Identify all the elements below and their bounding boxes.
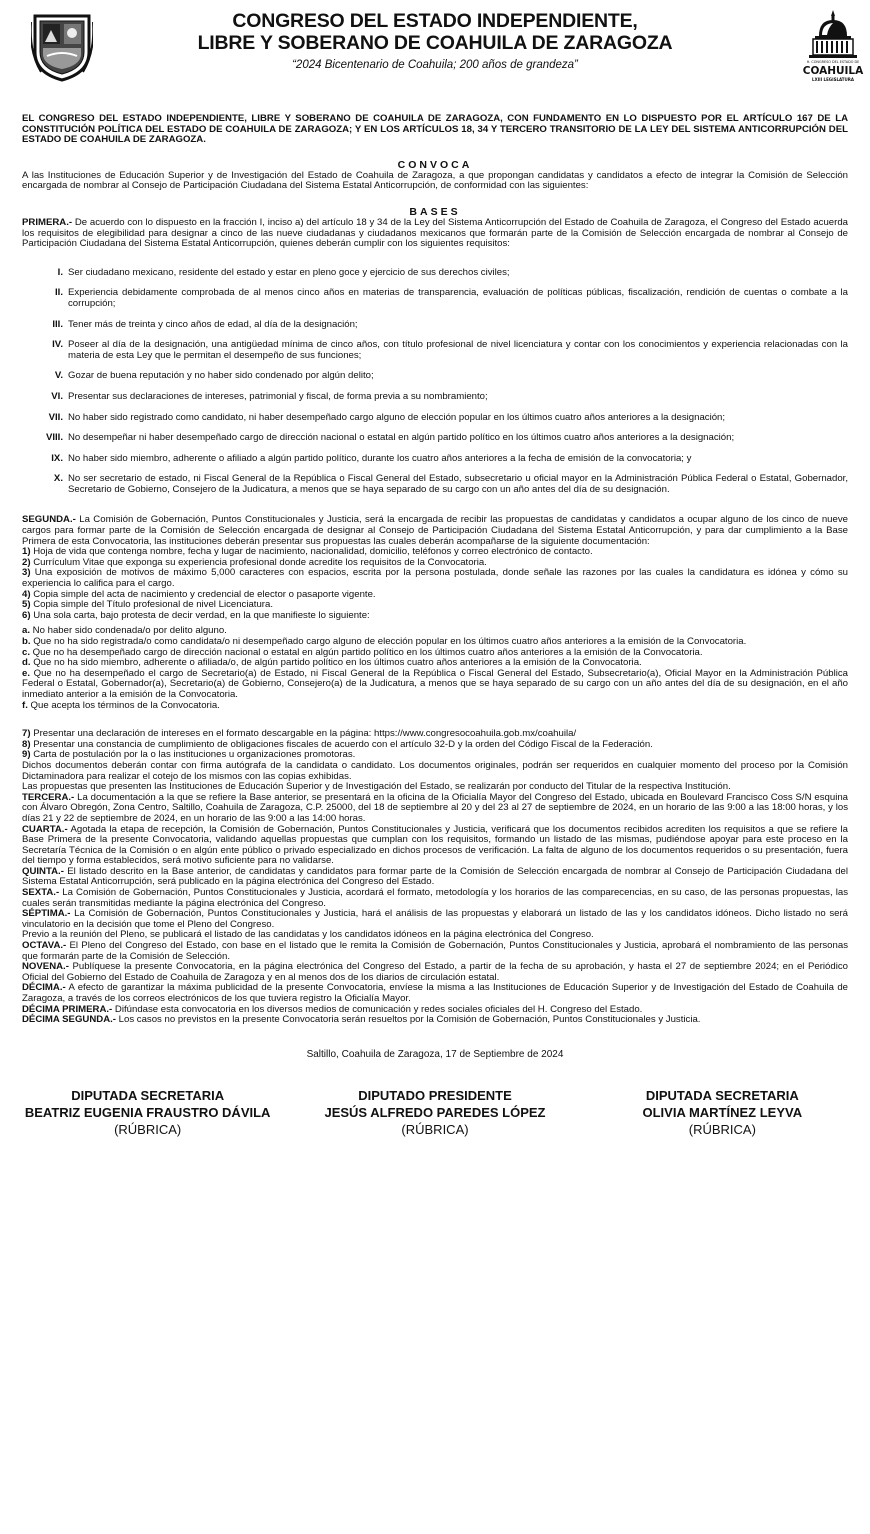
base-primera	[22, 218, 848, 250]
signature-role: DIPUTADO PRESIDENTE	[358, 1087, 512, 1103]
documento-text: Copia simple del acta de nacimiento y credencial de elector o pasaporte vigente.	[30, 588, 376, 600]
base-quinta	[22, 867, 848, 888]
requisito-number: I.	[57, 266, 63, 278]
base-cuarta	[22, 825, 848, 867]
congreso-coahuila-logo-icon	[800, 8, 866, 84]
base-text: De acuerdo con lo dispuesto en la fracción I, inciso a) del artículo 18 y 34 de la Ley del Sistema Anticorrupción del Estado de Coahuila de Zaragoza, el Congreso del Estado acuerda los requisitos de elegibilidad para designar a cinco de las nueve ciudadanas y ciudadanos mexicanos que formarán parte de la Comisión de Selección encargada de nombrar al Consejo de Participación Ciudadana del Sistema Estatal Anticorrupción, quienes deberán cumplir con los siguientes requisitos:	[22, 216, 848, 250]
requisito-item	[22, 268, 848, 279]
inciso-letter: c.	[22, 646, 31, 658]
signature-secretaria-right	[579, 1087, 866, 1138]
requisito-text: Poseer al día de la designación, una antigüedad mínima de cinco años, con título profesional de nivel licenciatura y contar con los conocimientos y experiencia relacionadas con la materia de esta Ley que le permitan el desempeño de sus funciones;	[68, 339, 848, 361]
document-date: Saltillo, Coahuila de Zaragoza, 17 de Septiembre de 2024	[306, 1048, 564, 1060]
base-sexta	[22, 888, 848, 909]
documento-item	[22, 611, 848, 622]
base-segunda	[22, 515, 848, 547]
base-label: CUARTA.-	[22, 823, 68, 835]
base-label: DÉCIMA.-	[22, 982, 66, 994]
svg-text:H. CONGRESO DEL ESTADO DE: H. CONGRESO DEL ESTADO DE	[806, 60, 860, 64]
requisitos-list	[22, 268, 848, 496]
document-page	[22, 10, 864, 1138]
requisito-text: No desempeñar ni haber desempeñado cargo de dirección nacional o estatal en algún partido político en los últimos cuatro años anteriores a la designación;	[68, 432, 735, 444]
requisito-item	[22, 288, 848, 309]
documento-number: 9)	[22, 749, 31, 761]
base-label: TERCERA.-	[22, 791, 75, 803]
inciso-item	[22, 669, 848, 701]
header-title-line1: CONGRESO DEL ESTADO INDEPENDIENTE,	[232, 10, 638, 32]
requisito-number: IV.	[52, 339, 63, 351]
requisito-number: IX.	[51, 452, 63, 464]
header-title-line2: LIBRE Y SOBERANO DE COAHUILA DE ZARAGOZA	[197, 32, 673, 54]
base-text: Difúndase esta convocatoria en los diversos medios de comunicación y redes sociales oficiales del H. Congreso del Estado.	[112, 1003, 643, 1015]
documento-number: 2)	[22, 556, 31, 568]
inciso-letter: e.	[22, 667, 31, 679]
documento-number: 7)	[22, 728, 31, 740]
convoca-text: A las Instituciones de Educación Superior y de Investigación del Estado de Coahuila de Zaragoza, a que propongan candidatas y candidatos a efecto de integrar la Comisión de Selección encargada de nombrar al Consejo de Participación Ciudadana del Sistema Estatal Anticorrupción, de conformidad con las siguientes:	[22, 169, 848, 192]
base-decima	[22, 983, 848, 1004]
requisito-text: Tener más de treinta y cinco años de edad, al día de la designación;	[68, 318, 358, 330]
signature-name: BEATRIZ EUGENIA FRAUSTRO DÁVILA	[24, 1104, 271, 1120]
documento-number: 3)	[22, 567, 31, 579]
inciso-text: Que acepta los términos de la Convocatoria.	[27, 699, 220, 711]
inciso-text: No haber sido condenada/o por delito alguno.	[30, 625, 227, 637]
documento-text: Presentar una declaración de intereses en el formato descargable en la página: https://www.congresocoahuila.gob.mx/coahuila/	[30, 728, 577, 740]
base-text: El Pleno del Congreso del Estado, con base en el listado que le remita la Comisión de Gobernación, Puntos Constitucionales y Justicia, aprobará el nombramiento de las personas que formarán parte de la Comisión de Selección.	[22, 940, 848, 962]
requisito-item	[22, 474, 848, 495]
requisito-item	[22, 320, 848, 331]
signature-name: JESÚS ALFREDO PAREDES LÓPEZ	[324, 1104, 546, 1120]
base-label: SÉPTIMA.-	[22, 908, 71, 920]
documento-text: Una sola carta, bajo protesta de decir verdad, en la que manifieste lo siguiente:	[30, 609, 370, 621]
base-text: Agotada la etapa de recepción, la Comisión de Gobernación, Puntos Constitucionales y Justicia, verificará que los documentos recibidos acrediten los requisitos a que se refiere la Base Primera de la presente Convocatoria, validando aquellas propuestas que cumplan con los requisitos, formando un listado de las mismas, pudiéndose apoyar para este proceso en la Secretaría Técnica de la Comisión o en algún ente público o privado especializado en dichos procesos de verificación. La falta de alguno de los documentos requeridos o su presentación, fuera del tiempo y forma establecidos, será motivo suficiente para no validarse.	[22, 823, 848, 867]
requisito-text: Experiencia debidamente comprobada de al menos cinco años en materias de transparencia, evaluación de políticas públicas, fiscalización, rendición de cuentas o combate a la corrupción;	[68, 287, 848, 309]
bases-heading: BASES	[409, 205, 461, 218]
base-label: PRIMERA.-	[22, 216, 73, 228]
firma-paragraph: Dichos documentos deberán contar con firma autógrafa de la candidata o candidato. Los documentos originales, podrán ser requeridos en cualquier momento del proceso por la Comisión Dictaminadora para realizar el cotejo de los mismos con las copias exhibidas.	[22, 759, 848, 782]
requisito-text: Ser ciudadano mexicano, residente del estado y estar en pleno goce y ejercicio de sus derechos civiles;	[68, 266, 510, 278]
requisito-number: II.	[55, 287, 63, 299]
base-septima	[22, 909, 848, 930]
inciso-text: Que no ha sido miembro, adherente o afiliada/o, de algún partido político en los últimos cuatro años anteriores a la emisión de la Convocatoria.	[30, 657, 642, 669]
signature-role: DIPUTADA SECRETARIA	[645, 1087, 799, 1103]
signature-block	[4, 1087, 866, 1138]
requisito-number: VIII.	[45, 432, 63, 444]
requisito-text: Gozar de buena reputación y no haber sido condenado por algún delito;	[68, 370, 374, 382]
inciso-text: Que no ha desempeñado cargo de dirección nacional o estatal en algún partido político en los últimos cuatro años anteriores a la emisión de la Convocatoria.	[30, 646, 703, 658]
inciso-text: Que no ha sido registrada/o como candidata/o ni desempeñado cargo alguno de elección popular en los últimos cuatro años anteriores a la emisión de la Convocatoria.	[30, 636, 747, 647]
base-text: Publíquese la presente Convocatoria, en la página electrónica del Congreso del Estado, a partir de la fecha de su aprobación, y hasta el 27 de septiembre 2024; en el Periódico Oficial del Gobierno del Estado de Coahuila de Zaragoza y en al menos dos de los diarios de circulación estatal.	[22, 961, 848, 983]
coahuila-coat-of-arms-icon	[31, 12, 93, 82]
svg-text:COAHUILA: COAHUILA	[802, 65, 864, 77]
signature-presidente	[291, 1087, 578, 1138]
inciso-letter: d.	[22, 657, 31, 669]
requisito-item	[22, 454, 848, 465]
documento-number: 1)	[22, 546, 31, 558]
requisito-number: VII.	[48, 411, 63, 423]
convoca-heading: CONVOCA	[397, 158, 473, 171]
documento-number: 8)	[22, 738, 31, 750]
requisito-text: No haber sido miembro, adherente o afiliado a algún partido político, durante los cuatro años anteriores a la fecha de emisión de la convocatoria; y	[68, 452, 692, 464]
base-text: Los casos no previstos en la presente Convocatoria serán resueltos por la Comisión de Gobernación, Puntos Constitucionales y Justicia.	[115, 1014, 701, 1026]
documento-text: Copia simple del Título profesional de nivel Licenciatura.	[30, 599, 273, 611]
requisito-item	[22, 392, 848, 403]
requisito-item	[22, 433, 848, 444]
base-label: OCTAVA.-	[22, 940, 67, 952]
requisito-text: No haber sido registrado como candidato, ni haber desempeñado cargo alguno de elección popular en los últimos cuatro años anteriores a la designación;	[68, 411, 726, 423]
documento-text: Carta de postulación por la o las instituciones u organizaciones promotoras.	[30, 749, 356, 761]
previo-paragraph: Previo a la reunión del Pleno, se publicará el listado de las candidatas y los candidatos idóneos en la página electrónica del Congreso.	[22, 929, 594, 941]
base-tercera	[22, 793, 848, 825]
documento-text: Una exposición de motivos de máximo 5,000 caracteres con espacios, escrita por la persona postulada, donde señale las razones por las cuales la candidatura es idónea y cómo su experiencia lo califica para el cargo.	[22, 567, 848, 590]
base-decima-segunda	[22, 1015, 848, 1026]
signature-note: (RÚBRICA)	[401, 1121, 469, 1137]
documento-number: 4)	[22, 588, 31, 600]
base-label: SEXTA.-	[22, 887, 60, 899]
base-label: DÉCIMA SEGUNDA.-	[22, 1014, 116, 1026]
svg-text:LXIII LEGISLATURA: LXIII LEGISLATURA	[812, 77, 854, 82]
base-label: SEGUNDA.-	[22, 514, 76, 526]
requisito-item	[22, 413, 848, 424]
base-label: NOVENA.-	[22, 961, 69, 973]
requisito-number: VI.	[51, 390, 63, 402]
documento-text: Presentar una constancia de cumplimiento de obligaciones fiscales de acuerdo con el artículo 32-D y la orden del Código Fiscal de la Federación.	[30, 738, 653, 750]
base-label: DÉCIMA PRIMERA.-	[22, 1003, 113, 1015]
base-text: A efecto de garantizar la máxima publicidad de la presente Convocatoria, envíese la misma a las Instituciones de Educación Superior y de Investigación del Estado de Coahuila de Zaragoza, a través de los correos electrónicos de los que tuviera registro la Oficialía Mayor.	[22, 982, 848, 1004]
requisito-number: III.	[52, 318, 63, 330]
inciso-text: Que no ha desempeñado el cargo de Secretario(a) de Estado, ni Fiscal General de la República o Fiscal General del Estado, Subsecretario(a), Oficial Mayor en la Administración Pública Federal o Estatal, Gobernador(a), Secretario(a) de Gobierno, Consejero(a) de la Judicatura, a menos que se haya separado de su cargo con un año antes del día de su designación, en el año inmediato anterior a la emisión de la Convocatoria.	[22, 667, 848, 700]
base-text: La Comisión de Gobernación, Puntos Constitucionales y Justicia, acordará el formato, metodología y los horarios de las comparecencias, en su caso, de las personas propuestas, las cuales serán transmitidas mediante la página electrónica del Congreso.	[22, 887, 848, 909]
base-text: La Comisión de Gobernación, Puntos Constitucionales y Justicia, será la encargada de recibir las propuestas de candidatas y candidatos a ocupar alguno de los cinco de nueve cargos para formar parte de la Comisión de Selección encargada de designar al Consejo de Participación Ciudadana del Sistema Estatal Anticorrupción, y para dar cumplimiento a la Base Primera de esta Convocatoria, las instituciones deberán presentar sus propuestas las cuales deberán acompañarse de la siguiente documentación:	[22, 514, 848, 547]
base-novena	[22, 962, 848, 983]
base-text: La Comisión de Gobernación, Puntos Constitucionales y Justicia, hará el análisis de las propuestas y elaborará un listado de las y los candidatos idóneos. Dicho listado no será vinculatorio en la decisión que tome el Pleno del Congreso.	[22, 908, 848, 930]
requisito-number: V.	[54, 370, 63, 382]
intro-text: EL CONGRESO DEL ESTADO INDEPENDIENTE, LIBRE Y SOBERANO DE COAHUILA DE ZARAGOZA, CON FUNDAMENTO EN LO DISPUESTO POR EL ARTÍCULO 167 DE LA CONSTITUCIÓN POLÍTICA DEL ESTADO DE COAHUILA DE ZARAGOZA; Y EN LOS ARTÍCULOS 18, 34 Y TERCERO TRANSITORIO DE LA LEY DEL SISTEMA ANTICORRUPCIÓN DEL ESTADO DE COAHUILA DE ZARAGOZA.	[22, 113, 848, 146]
requisito-text: No ser secretario de estado, ni Fiscal General de la República o Fiscal General del Estado, subsecretario u oficial mayor en la Administración Pública Federal o Estatal, Gobernador, Secretario de Gobierno, Consejero de la Judicatura, a menos que se haya separado de su cargo con un año antes del día de su designación.	[68, 473, 848, 495]
inciso-letter: a.	[22, 625, 31, 637]
propuestas-paragraph: Las propuestas que presenten las Instituciones de Educación Superior y de Investigación del Estado, se realizarán por conducto del Titular de la respectiva Institución.	[22, 781, 731, 793]
documento-text: Hoja de vida que contenga nombre, fecha y lugar de nacimiento, nacionalidad, domicilio, teléfonos y correo electrónico de contacto.	[30, 546, 593, 558]
requisito-item	[22, 340, 848, 361]
base-text: La documentación a la que se refiere la Base anterior, se presentará en la oficina de la Oficialía Mayor del Congreso del Estado, ubicada en Boulevard Francisco Coss S/N esquina con Álvaro Obregón, Zona Centro, Saltillo, Coahuila de Zaragoza, C.P. 25000, del 18 de septiembre al 20 y del 23 al 27 de septiembre de 2024, en un horario de las 9:00 a las 18:00 horas, y los días 21 y 22 de septiembre de 2024, en un horario de las 9:00 a las 14:00 horas.	[22, 791, 848, 824]
inciso-item	[22, 701, 848, 712]
document-header	[22, 10, 864, 93]
documento-item	[22, 568, 848, 589]
documento-number: 5)	[22, 599, 31, 611]
base-text: El listado descrito en la Base anterior, de candidatas y candidatos para formar parte de la Comisión de Selección encargada de nombrar al Consejo de Participación Ciudadana del Sistema Estatal Anticorrupción, será publicado en la página electrónica del Congreso del Estado.	[22, 865, 848, 888]
requisito-text: Presentar sus declaraciones de intereses, patrimonial y fiscal, de forma previa a su nombramiento;	[68, 390, 488, 402]
signature-name: OLIVIA MARTÍNEZ LEYVA	[642, 1104, 803, 1120]
header-subtitle: “2024 Bicentenario de Coahuila; 200 años de grandeza”	[292, 59, 578, 71]
signature-note: (RÚBRICA)	[688, 1121, 756, 1137]
signature-role: DIPUTADA SECRETARIA	[71, 1087, 225, 1103]
signature-secretaria-left	[4, 1087, 291, 1138]
base-label: QUINTA.-	[22, 865, 64, 877]
inciso-letter: b.	[22, 636, 31, 647]
inciso-letter: f.	[22, 699, 28, 711]
signature-note: (RÚBRICA)	[114, 1121, 182, 1137]
requisito-item	[22, 371, 848, 382]
documento-number: 6)	[22, 609, 31, 621]
base-octava	[22, 941, 848, 962]
requisito-number: X.	[53, 473, 63, 485]
documento-text: Currículum Vitae que exponga su experiencia profesional donde acredite los requisitos de la Convocatoria.	[30, 556, 487, 568]
